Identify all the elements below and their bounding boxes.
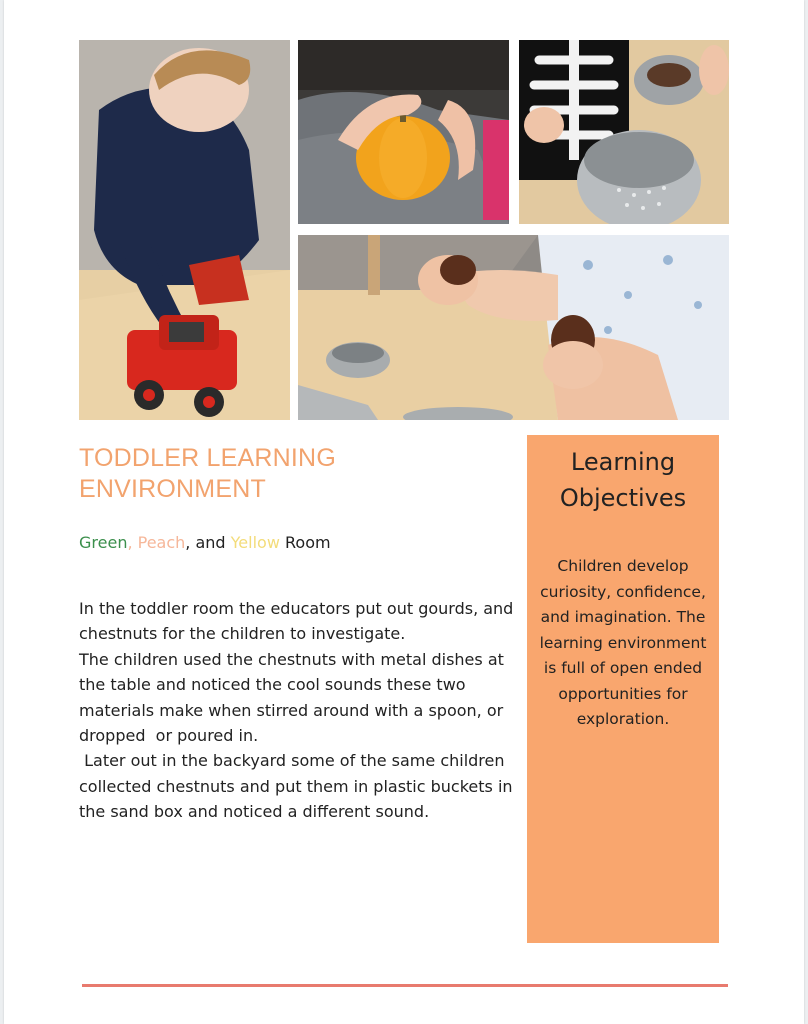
page-title <box>79 443 499 505</box>
objectives-title-line-1: Learning <box>570 448 676 476</box>
room-sep-2: , and <box>185 533 231 552</box>
room-yellow: Yellow <box>230 533 280 552</box>
room-sep-1: , <box>127 533 138 552</box>
learning-objectives-box <box>527 435 719 943</box>
objectives-text: Children develop curiosity, confidence, and imagination. The learning environment is full of open ended opportunities for exploration. <box>539 557 707 728</box>
photo-chestnuts <box>298 235 729 420</box>
objectives-title <box>527 444 719 516</box>
body-text <box>79 596 519 825</box>
title-line-2: ENVIRONMENT <box>79 475 266 503</box>
footer-divider <box>82 984 728 987</box>
room-suffix: Room <box>279 533 331 552</box>
room-names <box>79 533 331 552</box>
photo-colander <box>519 40 729 224</box>
room-green: Green <box>79 533 128 552</box>
body-paragraph-3: Later out in the backyard some of the same children collected chestnuts and put them in plastic buckets in the sand box and noticed a different sound. <box>79 751 518 822</box>
body-paragraph-2: The children used the chestnuts with metal dishes at the table and noticed the cool sounds these two materials make when stirred around with a spoon, or dropped or poured in. <box>79 649 509 746</box>
document-page <box>4 0 804 1024</box>
title-line-1: TODDLER LEARNING <box>79 444 336 472</box>
photo-pumpkin <box>298 40 509 224</box>
body-paragraph-1: In the toddler room the educators put out gourds, and chestnuts for the children to investigate. <box>79 599 519 644</box>
room-peach: Peach <box>137 533 186 552</box>
objectives-title-line-2: Objectives <box>559 484 687 512</box>
photo-toddler-truck <box>79 40 290 420</box>
